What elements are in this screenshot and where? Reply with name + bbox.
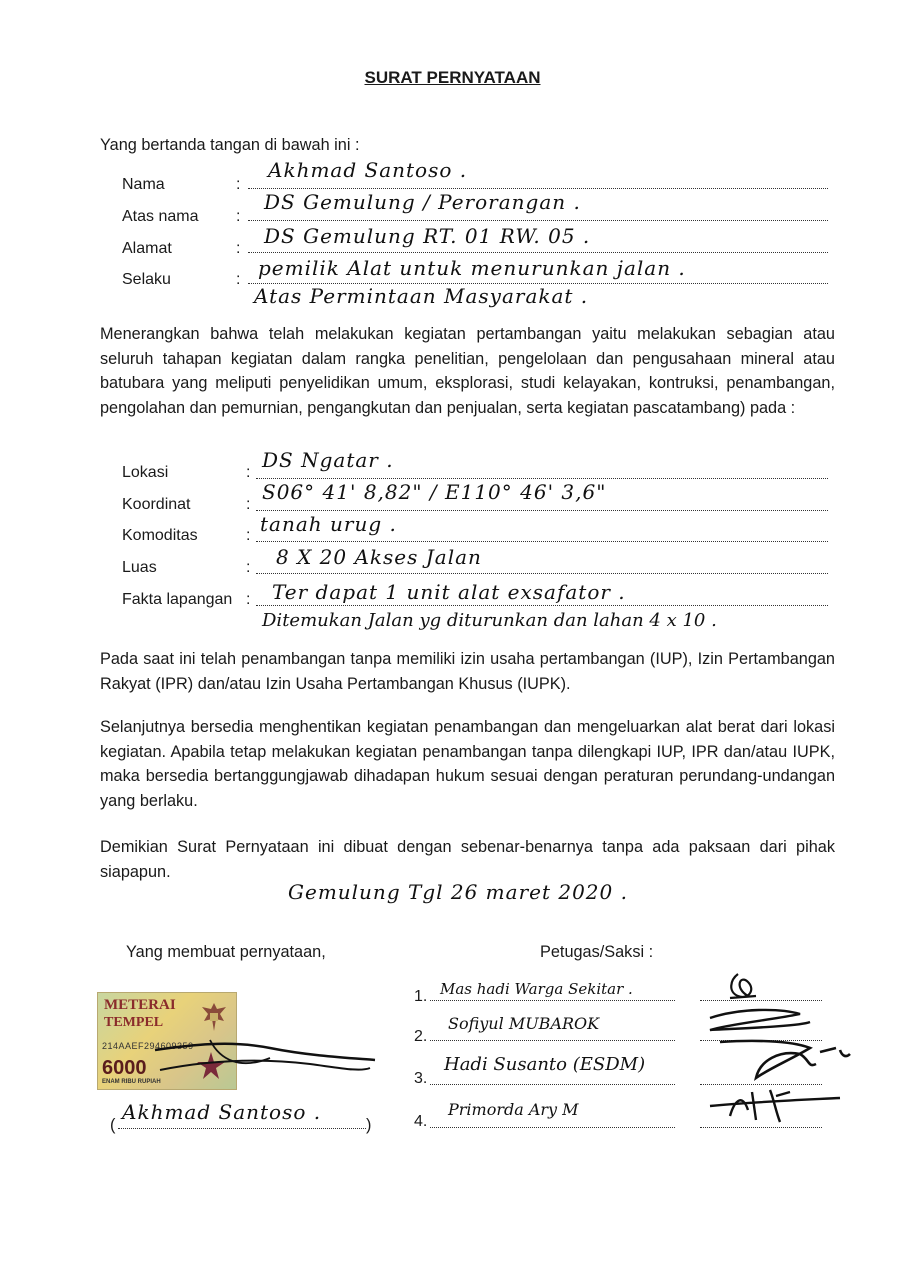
witness-number: 1. xyxy=(414,988,428,1005)
colon: : xyxy=(246,464,251,481)
stamp-words: ENAM RIBU RUPIAH xyxy=(102,1079,161,1085)
colon: : xyxy=(246,496,251,513)
witness-name: Mas hadi Warga Sekitar . xyxy=(440,980,633,998)
colon: : xyxy=(246,559,251,576)
colon: : xyxy=(236,208,241,225)
colon: : xyxy=(236,271,241,288)
dotted-line xyxy=(256,510,828,511)
paragraph-commitment: Selanjutnya bersedia menghentikan kegiatan penambangan dan mengeluarkan alat berat dari lokasi kegiatan. Apabila tetap melakukan kegiatan penambangan tanpa dilengkapi IUP, IPR dan/atau IUPK, maka bersedia bertanggungjawab dihadapan hukum sesuai dengan peraturan perundang-undangan yang berlaku. xyxy=(100,718,835,810)
witness-number: 4. xyxy=(414,1113,428,1130)
witness-name: Hadi Susanto (ESDM) xyxy=(444,1054,646,1075)
page-title: SURAT PERNYATAAN xyxy=(364,68,541,87)
garuda-emblem-icon xyxy=(200,1001,228,1033)
dotted-line xyxy=(430,1040,675,1041)
selaku-value-1: pemilik Alat untuk menurunkan jalan . xyxy=(258,256,686,280)
place-date: Gemulung Tgl 26 maret 2020 . xyxy=(288,880,628,904)
fakta-value-2: Ditemukan Jalan yg diturunkan dan lahan 4 x 10 . xyxy=(262,610,717,631)
lokasi-value: DS Ngatar . xyxy=(262,448,394,472)
maker-label: Yang membuat pernyataan, xyxy=(126,943,326,961)
koordinat-value: S06° 41' 8,82" / E110° 46' 3,6" xyxy=(262,480,607,504)
dotted-line xyxy=(256,478,828,479)
witness-number: 2. xyxy=(414,1028,428,1045)
witness-signatures xyxy=(690,960,870,1150)
alamat-value: DS Gemulung RT. 01 RW. 05 . xyxy=(264,224,591,248)
selaku-value-2: Atas Permintaan Masyarakat . xyxy=(254,284,589,308)
witness-number: 3. xyxy=(414,1070,428,1087)
paren-close: ) xyxy=(366,1116,372,1134)
paren-open: ( xyxy=(110,1116,116,1134)
selaku-label: Selaku xyxy=(122,271,171,288)
komoditas-value: tanah urug . xyxy=(260,512,397,536)
dotted-line xyxy=(248,188,828,189)
witness-label: Petugas/Saksi : xyxy=(540,943,654,961)
komoditas-label: Komoditas xyxy=(122,527,198,544)
witness-name: Primorda Ary M xyxy=(448,1100,579,1119)
stamp-title: METERAI xyxy=(104,997,176,1013)
stamp-subtitle: TEMPEL xyxy=(104,1015,164,1030)
paragraph-no-permit: Pada saat ini telah penambangan tanpa memiliki izin usaha pertambangan (IUP), Izin Pertambangan Rakyat (IPR) dan/atau Izin Usaha Pertambangan Khusus (IUPK). xyxy=(100,650,835,693)
colon: : xyxy=(236,240,241,257)
paragraph-activity: Menerangkan bahwa telah melakukan kegiatan pertambangan yaitu melakukan sebagian atau seluruh tahapan kegiatan dalam rangka penelitian, pengelolaan dan pengusahaan mineral atau batubara yang meliputi penyelidikan umum, eksplorasi, studi kelayakan, kontruksi, penambangan, pengolahan dan pemurnian, pengangkutan dan penjualan, serta kegiatan pascatambang) pada : xyxy=(100,325,835,417)
dotted-line xyxy=(430,1084,675,1085)
dotted-line xyxy=(248,220,828,221)
lokasi-label: Lokasi xyxy=(122,464,169,481)
witness-name: Sofiyul MUBAROK xyxy=(448,1014,600,1033)
stamp-serial: 214AAEF294609359 xyxy=(102,1041,194,1051)
colon: : xyxy=(236,176,241,193)
alamat-label: Alamat xyxy=(122,240,172,257)
stamp-value: 6000 xyxy=(102,1057,147,1079)
nama-label: Nama xyxy=(122,176,165,193)
dotted-line xyxy=(248,252,828,253)
fakta-lapangan-label: Fakta lapangan xyxy=(122,591,233,608)
dotted-line xyxy=(256,573,828,574)
dotted-line xyxy=(118,1128,366,1129)
nama-value: Akhmad Santoso . xyxy=(268,158,468,182)
koordinat-label: Koordinat xyxy=(122,496,191,513)
dotted-line xyxy=(256,605,828,606)
atas-nama-value: DS Gemulung / Perorangan . xyxy=(264,190,581,214)
maker-name: Akhmad Santoso . xyxy=(122,1100,322,1124)
dotted-line xyxy=(256,541,828,542)
paragraph-closing: Demikian Surat Pernyataan ini dibuat dengan sebenar-benarnya tanpa ada paksaan dari pihak siapapun. xyxy=(100,838,835,881)
intro-text: Yang bertanda tangan di bawah ini : xyxy=(100,136,360,154)
dotted-line xyxy=(430,1000,675,1001)
luas-value: 8 X 20 Akses Jalan xyxy=(276,545,482,569)
colon: : xyxy=(246,527,251,544)
luas-label: Luas xyxy=(122,559,157,576)
atas-nama-label: Atas nama xyxy=(122,208,199,225)
dotted-line xyxy=(430,1127,675,1128)
fakta-value-1: Ter dapat 1 unit alat exsafator . xyxy=(272,580,626,604)
maker-signature xyxy=(150,1030,380,1090)
colon: : xyxy=(246,591,251,608)
